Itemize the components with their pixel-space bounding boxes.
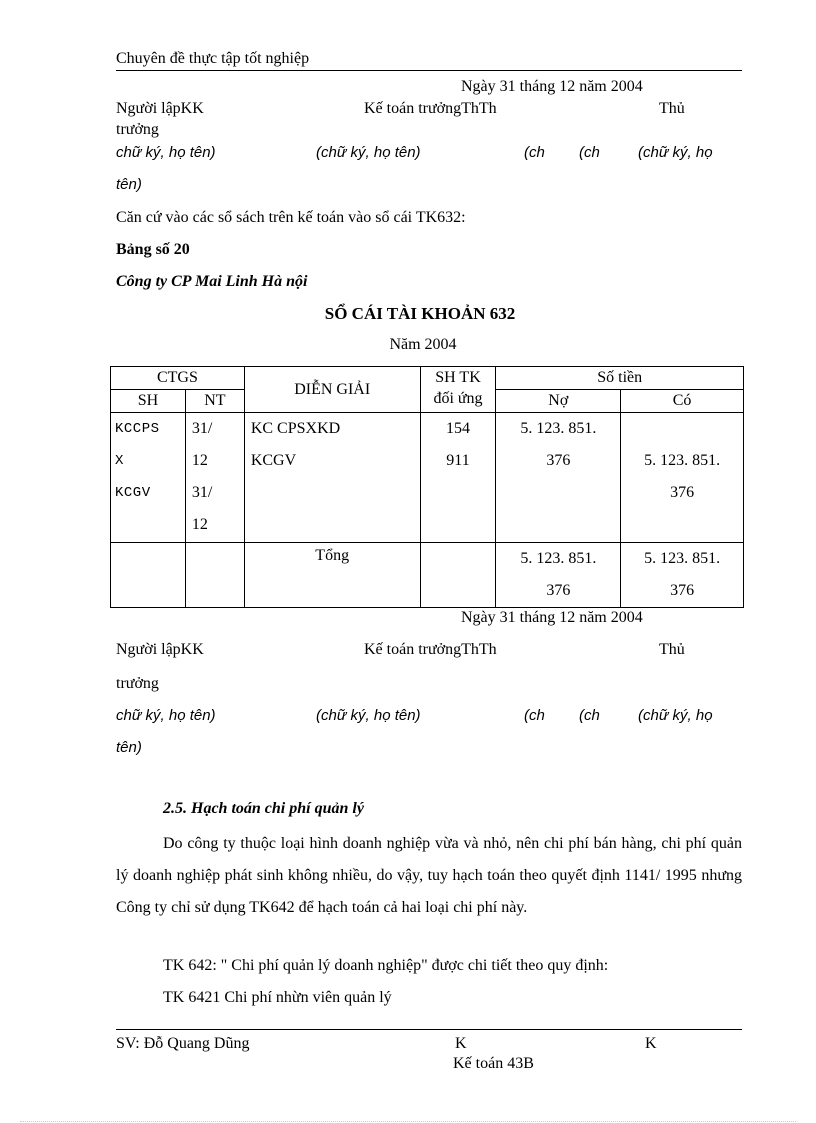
company-name: Công ty CP Mai Linh Hà nội — [116, 273, 308, 290]
header-doi-ung: đối ứng — [433, 390, 483, 407]
signature-preparer: Người lậpKK — [116, 641, 204, 658]
cell-dien-giai — [244, 413, 420, 543]
table-row — [111, 413, 744, 543]
total-no-line-1: 5. 123. 851. — [520, 550, 597, 567]
total-cell-nt — [185, 543, 244, 608]
cell-co — [621, 413, 744, 543]
signature-sign-4: (chữ ký, họ — [638, 144, 713, 161]
nt-line-1: 31/ — [191, 420, 213, 437]
total-cell-sh-tk — [420, 543, 496, 608]
section-heading: 2.5. Hạch toán chi phí quản lý — [163, 800, 364, 817]
signature-sign-1: chữ ký, họ tên) — [116, 707, 216, 724]
signature-sign-3b: (ch — [579, 707, 600, 724]
signature-director-cont: trưởng — [116, 675, 159, 692]
header-sh: SH — [111, 390, 186, 413]
signature-sign-1: chữ ký, họ tên) — [116, 144, 216, 161]
co-line-1: 5. 123. 851. — [644, 452, 721, 469]
header-co: Có — [621, 390, 744, 413]
footer-class: Kế toán 43B — [453, 1055, 534, 1072]
footer-k1: K — [455, 1035, 467, 1052]
header-sh-tk — [420, 367, 496, 413]
signature-sign-3b: (ch — [579, 144, 600, 161]
cell-sh-tk — [420, 413, 496, 543]
page-bottom-divider — [20, 1121, 796, 1122]
header-no: Nợ — [496, 390, 621, 413]
cell-no — [496, 413, 621, 543]
header-title: Chuyên đề thực tập tốt nghiệp — [116, 50, 310, 67]
total-cell-sh — [111, 543, 186, 608]
header-so-tien: Số tiền — [496, 367, 744, 390]
cell-sh — [111, 413, 186, 543]
header-dien-giai: DIỄN GIẢI — [244, 367, 420, 413]
signature-director-cont: trưởng — [116, 121, 159, 138]
sh-line-3: KCGV — [115, 485, 151, 501]
signature-sign-4: (chữ ký, họ — [638, 707, 713, 724]
signature-date: Ngày 31 tháng 12 năm 2004 — [461, 78, 643, 95]
sh-tk-line-2: 911 — [446, 452, 470, 469]
total-co — [621, 543, 744, 608]
line-tk6421: TK 6421 Chi phí nhừn viên quản lý — [163, 989, 392, 1006]
dien-giai-line-1: KC CPSXKD — [250, 420, 341, 437]
header-rule — [116, 70, 742, 71]
nt-line-4: 12 — [191, 516, 208, 533]
body-paragraph: Do công ty thuộc loại hình doanh nghiệp vừa và nhỏ, nên chi phí bán hàng, chi phí quản lý doanh nghiệp phát sinh không nhiều, do vậy, tuy hạch toán theo quyết định 1141/ 1995 nhưng Công ty chỉ sử dụng TK642 để hạch toán cả hai loại chi phí này. — [116, 835, 742, 916]
table-number: Bảng số 20 — [116, 241, 190, 258]
footer-k2: K — [645, 1035, 657, 1052]
signature-preparer: Người lậpKK — [116, 100, 204, 117]
ledger-title: SỔ CÁI TÀI KHOẢN 632 — [324, 304, 516, 323]
co-line-2: 376 — [670, 484, 695, 501]
signature-chief-accountant: Kế toán trưởngThTh — [364, 641, 497, 658]
line-tk642: TK 642: " Chi phí quản lý doanh nghiệp" được chi tiết theo quy định: — [163, 957, 609, 974]
ledger-year: Năm 2004 — [389, 336, 457, 353]
sh-line-1: KCCPS — [115, 421, 160, 437]
signature-date: Ngày 31 tháng 12 năm 2004 — [461, 609, 643, 626]
no-line-1: 5. 123. 851. — [520, 420, 597, 437]
footer-rule — [116, 1029, 742, 1030]
no-line-2: 376 — [546, 452, 571, 469]
sh-line-2: X — [115, 453, 124, 469]
header-ctgs: CTGS — [111, 367, 245, 390]
co-spacer — [621, 413, 743, 445]
total-no — [496, 543, 621, 608]
signature-sign-4-cont: tên) — [116, 739, 142, 756]
dien-giai-line-2: KCGV — [250, 452, 297, 469]
ledger-table — [110, 366, 744, 608]
signature-sign-2: (chữ ký, họ tên) — [316, 707, 421, 724]
signature-sign-3a: (ch — [524, 707, 545, 724]
cell-nt — [185, 413, 244, 543]
header-nt: NT — [185, 390, 244, 413]
signature-director: Thủ — [659, 641, 685, 658]
total-co-line-1: 5. 123. 851. — [644, 550, 721, 567]
total-label: Tổng — [244, 543, 420, 608]
footer-student: SV: Đỗ Quang Dũng — [116, 1035, 250, 1052]
intro-text: Căn cứ vào các sổ sách trên kế toán vào sổ cái TK632: — [116, 209, 466, 226]
nt-line-3: 31/ — [191, 484, 213, 501]
signature-chief-accountant: Kế toán trưởngThTh — [364, 100, 497, 117]
total-co-line-2: 376 — [670, 582, 695, 599]
signature-sign-4-cont: tên) — [116, 176, 142, 193]
total-no-line-2: 376 — [546, 582, 571, 599]
signature-sign-3a: (ch — [524, 144, 545, 161]
sh-tk-line-1: 154 — [446, 420, 470, 437]
header-sh-tk-line1: SH TK — [435, 369, 481, 386]
signature-director: Thủ — [659, 100, 685, 117]
table-total-row — [111, 543, 744, 608]
signature-sign-2: (chữ ký, họ tên) — [316, 144, 421, 161]
nt-line-2: 12 — [191, 452, 208, 469]
